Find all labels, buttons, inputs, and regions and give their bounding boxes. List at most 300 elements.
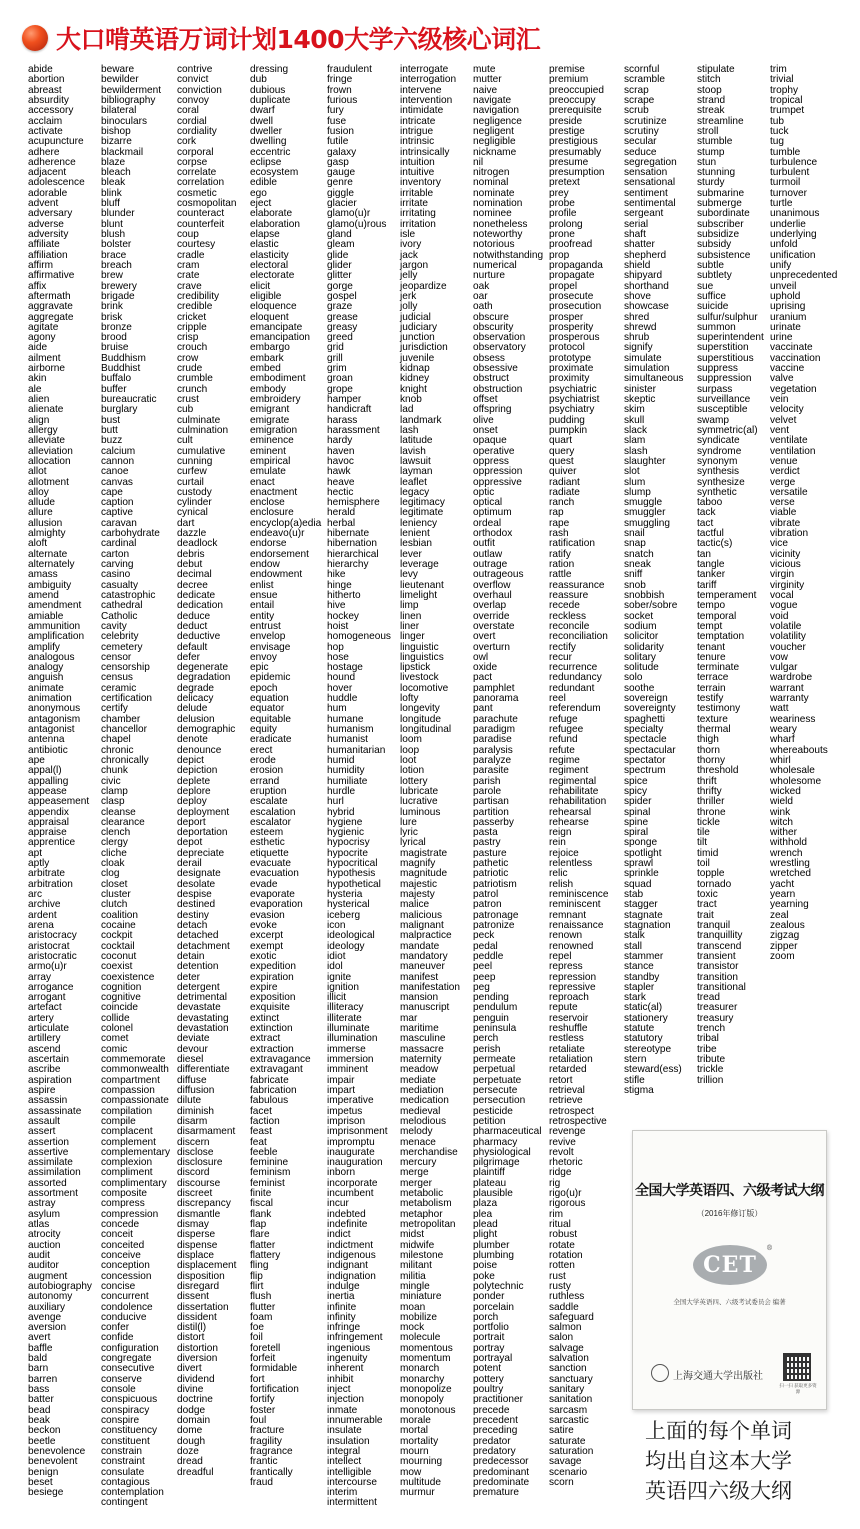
vocabulary-word: unify [770,259,792,271]
vocabulary-word: discern [177,1136,210,1148]
vocabulary-word: canvas [101,476,133,488]
vocabulary-word: reshuffle [549,1023,588,1035]
vocabulary-word: harassment [327,424,380,436]
vocabulary-word: oppression [473,466,523,478]
publisher-emblem-icon [651,1364,669,1382]
vocabulary-word: wink [770,806,791,818]
vocabulary-word: hockey [327,610,359,622]
vocabulary-word: auxiliary [28,1301,66,1313]
vocabulary-word: subsistence [697,249,751,261]
vocabulary-word: doze [177,1445,199,1457]
vocabulary-word: tranquillity [697,930,743,942]
vocabulary-word: commemorate [101,1054,166,1065]
vocabulary-word: cripple [177,321,207,333]
vocabulary-word: prosperous [549,332,600,344]
vocabulary-word: caption [101,497,134,509]
vocabulary-word: mercury [400,1157,437,1169]
vocabulary-word: coral [177,105,199,117]
vocabulary-word: hybrid [327,806,355,818]
vocabulary-word: extraction [250,1043,294,1055]
vocabulary-word: parole [473,785,502,797]
vocabulary-word: Buddhism [101,352,146,364]
vocabulary-word: assertive [28,1146,69,1158]
vocabulary-word: frantic [250,1456,278,1468]
vocabulary-word: moan [400,1301,426,1313]
vocabulary-word: convict [177,74,209,86]
vocabulary-word: deportation [177,827,228,839]
vocabulary-word: ruthless [549,1291,585,1303]
vocabulary-word: tactful [697,528,724,540]
vocabulary-word: tangle [697,559,725,570]
vocabulary-word: dismantle [177,1208,221,1220]
vocabulary-word: deadlock [177,538,218,550]
vocabulary-word: duplicate [250,94,291,106]
vocabulary-word: contemplation [101,1487,164,1499]
vocabulary-word: ambiguity [28,579,72,591]
vocabulary-word: embed [250,363,281,375]
vocabulary-word: fabricate [250,1074,289,1086]
vocabulary-word: herald [327,507,356,519]
vocabulary-word: wretched [770,868,811,880]
vocabulary-word: reminiscent [549,899,601,911]
vocabulary-word: flank [250,1208,272,1220]
vocabulary-word: urinate [770,321,801,333]
vocabulary-word: reel [549,693,566,705]
vocabulary-word: detach [177,919,208,931]
vocabulary-word: indebted [327,1208,366,1220]
vocabulary-word: vocal [770,589,794,601]
vocabulary-word: depreciate [177,847,225,859]
vocabulary-word: cockpit [101,930,133,942]
vocabulary-word: infringe [327,1322,361,1334]
vocabulary-word: eccentric [250,146,291,158]
vocabulary-word: desolate [177,878,216,890]
vocabulary-word: metabolism [400,1198,452,1210]
vocabulary-word: harass [327,414,358,426]
vocabulary-word: overstate [473,620,515,632]
vocabulary-word: statutory [624,1033,663,1045]
vocabulary-word: blink [101,187,122,199]
vocabulary-word: evaporation [250,899,303,911]
vocabulary-word: hover [327,682,353,694]
vocabulary-word: portfolio [473,1322,509,1334]
vocabulary-word: merchandise [400,1146,458,1158]
vocabulary-word: sulfur/sulphur [697,311,758,323]
vocabulary-word: inherent [327,1363,364,1375]
vocabulary-word: crunch [177,383,208,395]
vocabulary-word: artefact [28,1002,62,1014]
vocabulary-word: reassure [549,589,589,601]
vocabulary-word: magnify [400,858,436,870]
vocabulary-word: renown [549,930,583,942]
vocabulary-word: optic [473,486,495,498]
vocabulary-word: manifest [400,971,439,983]
vocabulary-word: elapse [250,229,280,240]
vocabulary-word: binoculars [101,115,148,127]
vocabulary-word: dome [177,1425,203,1437]
vocabulary-word: treasurer [697,1002,738,1014]
vocabulary-word: wicked [770,785,801,797]
vocabulary-word: tract [697,899,717,911]
vocabulary-word: asylum [28,1208,60,1220]
vocabulary-word: discreet [177,1188,213,1200]
vocabulary-word: ritual [549,1219,571,1230]
vocabulary-word: dwelling [250,136,287,148]
vocabulary-word: oak [473,280,490,292]
vocabulary-word: unprecedented [770,270,838,282]
vocabulary-word: destiny [177,909,209,921]
vocabulary-word: cocktail [101,940,135,952]
vocabulary-word: testify [697,693,724,705]
vocabulary-word: presumably [549,146,602,158]
vocabulary-word: plumbing [473,1249,514,1261]
vocabulary-word: propagate [549,270,595,282]
vocabulary-word: pant [473,703,493,715]
vocabulary-word: solidarity [624,641,664,653]
vocabulary-word: longitude [400,713,441,725]
vocabulary-word: judiciary [400,321,438,333]
vocabulary-word: depict [177,754,204,766]
vocabulary-word: malignant [400,919,444,931]
vocabulary-word: cavity [101,620,127,632]
vocabulary-word: tempo [697,600,726,612]
vocabulary-word: handicraft [327,404,372,416]
vocabulary-word: magnitude [400,868,448,880]
vocabulary-word: hamper [327,394,362,405]
vocabulary-word: sarcastic [549,1414,589,1426]
vocabulary-word: console [101,1384,136,1395]
vocabulary-word: toil [697,858,710,870]
vocabulary-word: tribal [697,1033,719,1045]
vocabulary-word: crouch [177,342,208,354]
vocabulary-word: brigade [101,290,135,302]
vocabulary-word: ego [250,187,267,199]
vocabulary-word: sarcasm [549,1404,588,1416]
vocabulary-word: volatility [770,631,806,643]
vocabulary-word: statute [624,1023,655,1035]
vocabulary-word: indictment [327,1239,374,1251]
vocabulary-word: shipyard [624,270,663,282]
word-column [549,65,627,1488]
vocabulary-word: stapler [624,981,655,993]
vocabulary-word: obsessive [473,363,518,375]
vocabulary-word: discourse [177,1177,221,1189]
vocabulary-word: grim [327,363,347,375]
vocabulary-word: delusion [177,713,215,725]
vocabulary-word: stance [624,961,654,973]
vocabulary-word: emigrate [250,414,290,426]
vocabulary-word: nominate [473,187,515,199]
vocabulary-word: thorny [697,754,726,766]
vocabulary-word: transcend [697,940,742,952]
vocabulary-word: alloy [28,486,49,498]
vocabulary-word: eloquence [250,301,297,313]
vocabulary-word: observatory [473,342,526,354]
vocabulary-word: devastating [177,1012,229,1024]
vocabulary-word: ventilation [770,445,816,457]
vocabulary-word: lesbian [400,538,432,550]
vocabulary-word: rotate [549,1239,575,1251]
vocabulary-word: clench [101,827,131,839]
vocabulary-word: compilation [101,1105,153,1117]
vocabulary-word: courtesy [177,239,216,251]
vocabulary-word: uprising [770,301,806,313]
vocabulary-word: carbohydrate [101,528,160,540]
vocabulary-word: portrayal [473,1353,513,1365]
vocabulary-word: threshold [697,765,739,777]
vocabulary-word: tempt [697,620,723,632]
syllabus-book-cover [632,1130,827,1410]
vocabulary-word: electoral [250,259,289,271]
vocabulary-word: sergeant [624,208,664,220]
vocabulary-word: hostage [327,662,363,674]
vocabulary-word: buffalo [101,373,132,385]
vocabulary-word: intelligible [327,1466,372,1478]
vocabulary-word: stereotype [624,1043,672,1055]
vocabulary-word: evaporate [250,889,295,900]
vocabulary-word: cognitive [101,992,141,1004]
vocabulary-word: sinister [624,383,656,395]
vocabulary-word: nomination [473,198,523,210]
vocabulary-word: intuitive [400,167,435,179]
vocabulary-word: degrade [177,682,215,694]
vocabulary-word: Buddhist [101,363,141,375]
vocabulary-word: interim [327,1487,358,1499]
vocabulary-word: plaintiff [473,1167,505,1179]
vocabulary-word: majesty [400,889,435,900]
vocabulary-word: congregate [101,1353,152,1365]
vocabulary-word: sovereignty [624,703,676,715]
vocabulary-word: appendix [28,806,69,818]
vocabulary-word: confide [101,1332,134,1344]
vocabulary-word: morale [400,1414,431,1426]
vocabulary-word: tribute [697,1054,726,1065]
vocabulary-word: prolong [549,218,583,230]
vocabulary-word: query [549,445,575,457]
vocabulary-word: etiquette [250,847,289,859]
vocabulary-word: pendulum [473,1002,518,1014]
vocabulary-word: restless [549,1033,584,1045]
vocabulary-word: yearning [770,899,809,911]
vocabulary-word: deploy [177,796,207,808]
vocabulary-word: aggregate [28,311,74,323]
vocabulary-word: jelly [400,270,418,282]
vocabulary-word: fort [250,1373,265,1385]
vocabulary-word: enlist [250,579,274,591]
vocabulary-word: retrieve [549,1095,583,1107]
vocabulary-word: dissertation [177,1301,229,1313]
vocabulary-word: linen [400,610,422,622]
vocabulary-word: glitter [327,270,352,282]
vocabulary-word: shred [624,311,650,323]
vocabulary-word: spectrum [624,765,666,777]
vocabulary-word: opaque [473,435,507,447]
vocabulary-word: mortality [400,1435,439,1447]
vocabulary-word: captive [101,507,133,519]
vocabulary-word: devastation [177,1023,229,1035]
vocabulary-word: distortion [177,1342,218,1354]
vocabulary-word: chapel [101,734,131,746]
vocabulary-word: probe [549,198,575,210]
vocabulary-word: brace [101,249,127,261]
vocabulary-word: leniency [400,517,438,529]
vocabulary-word: retaliate [549,1043,585,1055]
vocabulary-word: compile [101,1115,136,1127]
vocabulary-word: ideology [327,940,365,952]
vocabulary-word: equitable [250,713,291,725]
vocabulary-word: vein [770,394,789,405]
vocabulary-word: designate [177,868,221,880]
vocabulary-word: alleviation [28,445,73,457]
vocabulary-word: cloak [101,858,125,870]
vocabulary-word: incorporate [327,1177,378,1189]
vocabulary-word: intrinsic [400,136,435,148]
vocabulary-word: detrimental [177,992,227,1004]
vocabulary-word: irritation [400,218,436,230]
vocabulary-word: derail [177,858,202,870]
vocabulary-word: compression [101,1208,159,1220]
vocabulary-word: impart [327,1084,356,1096]
vocabulary-word: constrain [101,1445,142,1457]
vocabulary-word: streamline [697,115,744,127]
vocabulary-word: tenure [697,651,726,663]
vocabulary-word: aversion [28,1322,67,1334]
vocabulary-word: besiege [28,1487,64,1499]
vocabulary-word: swamp [697,414,729,426]
vocabulary-word: shaft [624,229,646,240]
vocabulary-word: intervene [400,84,442,96]
vocabulary-word: weariness [770,713,816,725]
vocabulary-word: degradation [177,672,231,684]
vocabulary-word: caravan [101,517,137,529]
vocabulary-word: aftermath [28,290,71,302]
vocabulary-word: hypocrisy [327,837,370,849]
vocabulary-word: emulate [250,466,286,478]
vocabulary-word: pretext [549,177,580,189]
vocabulary-word: embody [250,383,286,395]
vocabulary-word: conserve [101,1373,142,1385]
vocabulary-word: coincide [101,1002,139,1014]
vocabulary-word: gauge [327,167,356,179]
vocabulary-word: proximity [549,373,590,385]
vocabulary-word: humidity [327,765,365,777]
vocabulary-word: transistor [697,961,739,973]
vocabulary-word: nurture [473,270,505,282]
vocabulary-word: dividend [177,1373,215,1385]
vocabulary-word: cosmopolitan [177,198,237,210]
vocabulary-word: locomotive [400,682,449,694]
vocabulary-word: vicinity [770,548,801,560]
vocabulary-word: detachment [177,940,230,952]
vocabulary-word: refugee [549,724,584,735]
vocabulary-word: squad [624,878,652,890]
vocabulary-word: dispense [177,1239,218,1251]
vocabulary-word: imprison [327,1115,366,1127]
vocabulary-word: beset [28,1476,53,1488]
vocabulary-word: spectator [624,754,666,766]
vocabulary-word: allocation [28,455,71,467]
vocabulary-word: stark [624,992,646,1004]
vocabulary-word: allusion [28,517,63,529]
vocabulary-word: virginity [770,579,805,591]
vocabulary-word: heave [327,476,355,488]
vocabulary-word: paralyze [473,754,512,766]
vocabulary-word: affirmative [28,270,75,282]
vocabulary-word: equator [250,703,285,715]
vocabulary-word: knob [400,394,422,405]
vocabulary-word: scrutinize [624,115,667,127]
vocabulary-word: gland [327,229,352,240]
vocabulary-word: fragility [250,1435,282,1447]
vocabulary-word: arena [28,919,54,931]
vocabulary-word: crust [177,394,199,405]
vocabulary-word: hike [327,569,346,581]
vocabulary-word: propaganda [549,259,603,271]
vocabulary-word: pathetic [473,858,509,870]
vocabulary-word: chronically [101,754,149,766]
vocabulary-word: passerby [473,816,514,828]
vocabulary-word: correlate [177,167,217,179]
vocabulary-word: segregation [624,156,677,168]
word-column [101,65,179,1509]
vocabulary-word: disperse [177,1229,216,1241]
vocabulary-word: affirm [28,259,54,271]
vocabulary-word: adjacent [28,167,67,179]
vocabulary-word: flatter [250,1239,276,1251]
vocabulary-word: dedicate [177,589,216,601]
vocabulary-word: thermal [697,724,731,735]
vocabulary-word: assassinate [28,1105,82,1117]
vocabulary-word: exotic [250,950,277,962]
book-title: 全国大学英语四、六级考试大纲 [635,1183,824,1199]
vocabulary-word: inventory [400,177,441,189]
vocabulary-word: configuration [101,1342,159,1354]
vocabulary-word: coup [177,229,199,240]
vocabulary-word: pasture [473,847,507,859]
vocabulary-word: extract [250,1033,281,1045]
vocabulary-word: stagnate [624,909,663,921]
vocabulary-word: sneak [624,559,651,570]
vocabulary-word: prototype [549,352,592,364]
vocabulary-word: blunt [101,218,123,230]
vocabulary-word: skull [624,414,645,426]
vocabulary-word: ratification [549,538,596,550]
vocabulary-word: conceit [101,1229,133,1241]
vocabulary-word: ideological [327,930,375,942]
vocabulary-word: bewilderment [101,84,162,96]
vocabulary-word: porch [473,1311,499,1323]
vocabulary-word: negligent [473,125,514,137]
vocabulary-word: electorate [250,270,295,282]
word-column [473,65,551,1498]
vocabulary-word: concede [101,1219,140,1230]
vocabulary-word: collide [101,1012,130,1024]
vocabulary-word: poke [473,1270,495,1282]
vocabulary-word: transient [697,950,736,962]
vocabulary-word: concurrent [101,1291,149,1303]
vocabulary-word: smuggle [624,497,663,509]
vocabulary-word: ecosystem [250,167,299,179]
vocabulary-word: syndicate [697,435,740,447]
vocabulary-word: negligence [473,115,522,127]
vocabulary-word: parasite [473,765,509,777]
vocabulary-word: default [177,641,208,653]
vocabulary-word: canoe [101,466,129,478]
vocabulary-word: conception [101,1260,150,1272]
vocabulary-word: terrain [697,682,726,694]
vocabulary-word: sober/sobre [624,600,678,612]
vocabulary-word: stoop [697,84,722,96]
